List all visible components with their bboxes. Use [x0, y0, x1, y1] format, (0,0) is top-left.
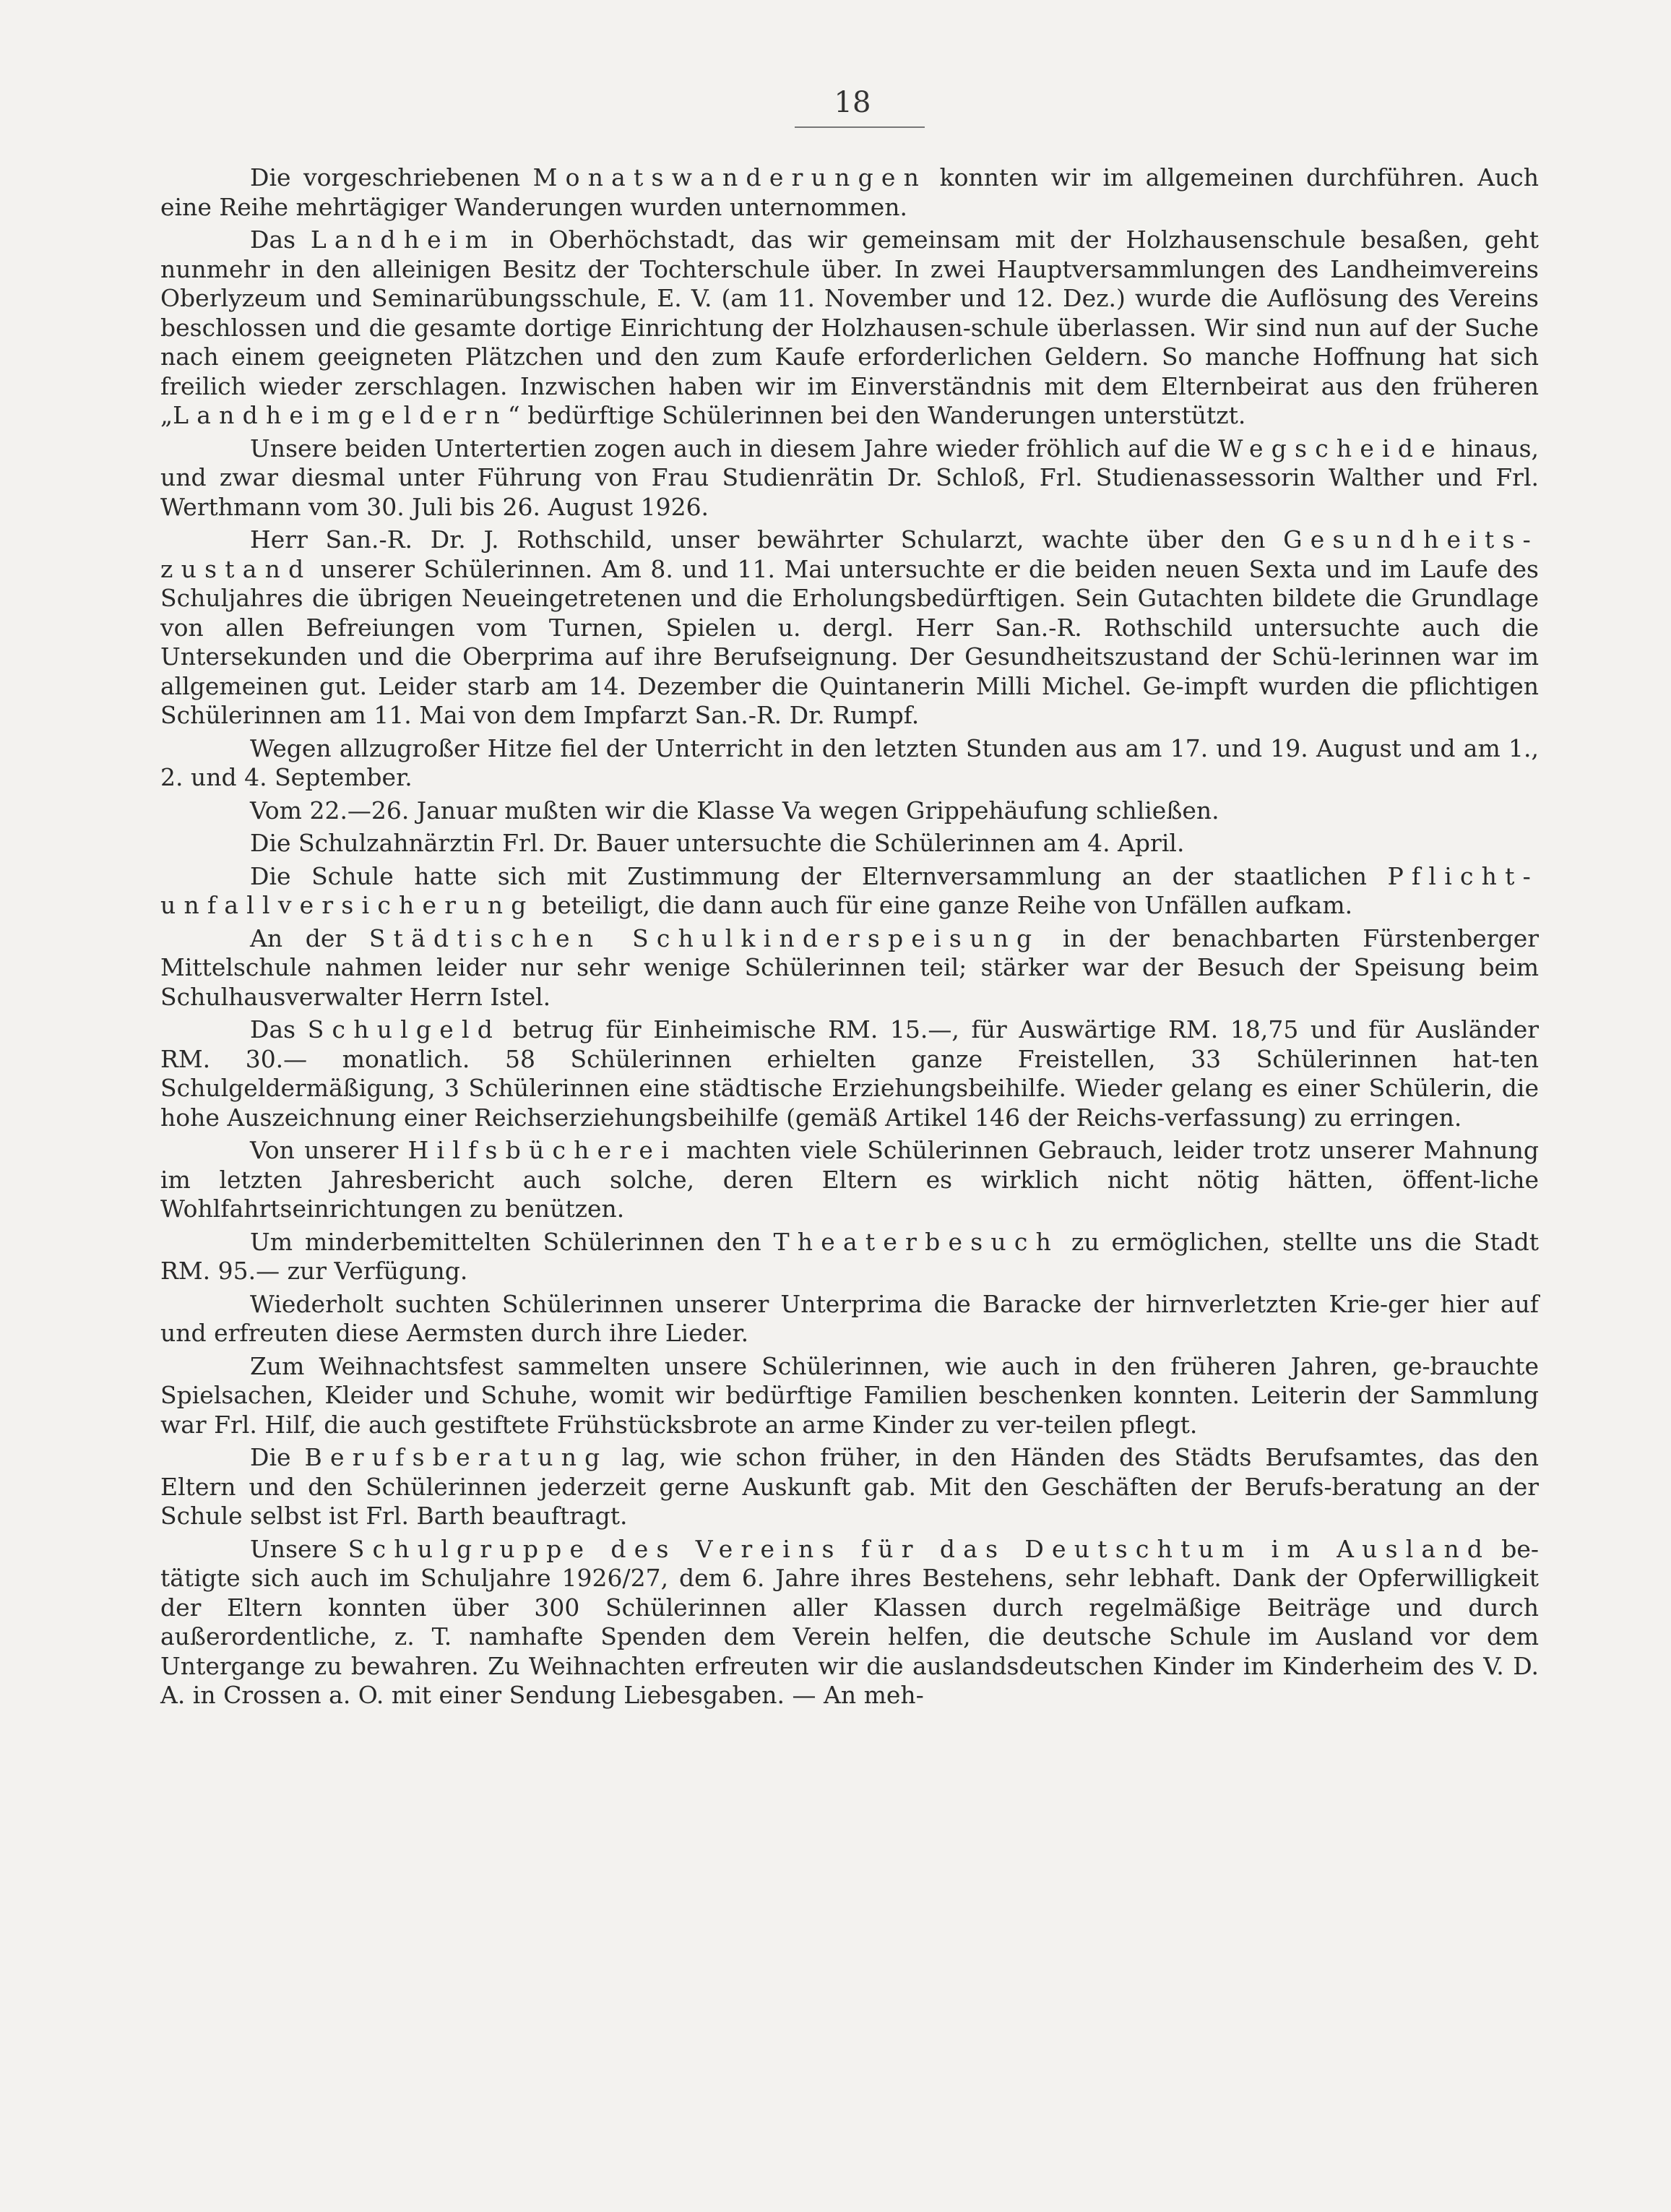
text-run: Um minderbemittelten Schülerinnen den [250, 1227, 774, 1256]
text-run: Die Schule hatte sich mit Zustimmung der Elternversammlung an der staatlichen [250, 861, 1388, 890]
paragraph [160, 1352, 1539, 1440]
page-number-rule [795, 126, 925, 128]
spaced-emphasis: Gesundheits-zustand [160, 525, 1539, 583]
page-number: 18 [834, 86, 871, 119]
text-run: konnten wir im allgemeinen durchführen. Auch eine Reihe mehrtägiger Wanderungen wurden unternommen. [160, 163, 1539, 221]
text-run: Unsere [250, 1534, 348, 1563]
text-run: unserer Schülerinnen. Am 8. und 11. Mai untersuchte er die beiden neuen Sexta und im Laufe des Schuljahres die übrigen Neueingetretenen und die Erholungsbedürftigen. Sein Gutachten bildete die Grundlage von allen Befreiungen vom Turnen, Spielen u. dergl. Herr San.-R. Rothschild untersuchte auch die Untersekunden und die Oberprima auf ihre Berufseignung. Der Gesundheitszustand der Schü-lerinnen war im allgemeinen gut. Leider starb am 14. Dezember die Quintanerin Milli Michel. Ge-impft wurden die pflichtigen Schülerinnen am 11. Mai von dem Impfarzt San.-R. Dr. Rumpf. [160, 554, 1539, 729]
text-run: Von unserer [250, 1136, 408, 1164]
text-run: lag, wie schon früher, in den Händen des Städts Berufsamtes, das den Eltern und den Schülerinnen jederzeit gerne Auskunft gab. Mit den Geschäften der Berufs-beratung an der Schule selbst ist Frl. Barth beauftragt. [160, 1443, 1539, 1530]
spaced-emphasis: Monatswanderungen [532, 163, 928, 191]
text-run: zu ermöglichen, stellte uns die Stadt RM. 95.— zur Verfügung. [160, 1227, 1539, 1285]
text-run: An der [250, 924, 369, 952]
paragraph [160, 1535, 1539, 1710]
spaced-emphasis: Theaterbesuch [773, 1227, 1060, 1256]
spaced-emphasis: Pflicht-unfallversicherung [160, 861, 1539, 919]
spaced-emphasis: Städtischen Schulkinderspeisung [368, 924, 1040, 952]
body-text [160, 163, 1539, 1714]
text-run: hinaus, und zwar diesmal unter Führung von Frau Studienrätin Dr. Schloß, Frl. Studienassessorin Walther und Frl. Werthmann vom 30. Juli bis 26. August 1926. [160, 434, 1539, 521]
paragraph [160, 862, 1539, 921]
paragraph [160, 525, 1539, 731]
paragraph [160, 734, 1539, 793]
paragraph [160, 1443, 1539, 1531]
paragraph [160, 1228, 1539, 1286]
text-run: “ bedürftige Schülerinnen bei den Wanderungen unterstützt. [507, 401, 1246, 429]
text-run: Das [250, 225, 311, 254]
text-run: in der benachbarten Fürstenberger Mittelschule nahmen leider nur sehr wenige Schülerinnen teil; stärker war der Besuch der Speisung beim Schulhausverwalter Herrn Istel. [160, 924, 1539, 1011]
spaced-emphasis: Landheim [310, 225, 496, 254]
paragraph [160, 434, 1539, 522]
spaced-emphasis: Landheimgeldern [173, 401, 508, 429]
spaced-emphasis: Schulgruppe des Vereins für das Deutschtum im Ausland [347, 1534, 1491, 1563]
text-run: Wegen allzugroßer Hitze fiel der Unterricht in den letzten Stunden aus am 17. und 19. August und am 1., 2. und 4. September. [160, 733, 1539, 791]
paragraph [160, 924, 1539, 1012]
paragraph [160, 829, 1539, 858]
text-run: Herr San.-R. Dr. J. Rothschild, unser bewährter Schularzt, wachte über den [250, 525, 1284, 554]
text-run: machten viele Schülerinnen Gebrauch, leider trotz unserer Mahnung im letzten Jahresbericht auch solche, deren Eltern es wirklich nicht nötig hätten, öffent-liche Wohlfahrtseinrichtungen zu benützen. [160, 1136, 1539, 1223]
paragraph [160, 1290, 1539, 1348]
text-run: Zum Weihnachtsfest sammelten unsere Schülerinnen, wie auch in den früheren Jahren, ge-brauchte Spielsachen, Kleider und Schuhe, womit wir bedürftige Familien beschenken konnten. Leiterin der Sammlung war Frl. Hilf, die auch gestiftete Frühstücksbrote an arme Kinder zu ver-teilen pflegt. [160, 1351, 1539, 1439]
text-run: Die [250, 1443, 305, 1471]
text-run: beteiligt, die dann auch für eine ganze Reihe von Unfällen aufkam. [534, 891, 1353, 919]
paragraph [160, 225, 1539, 431]
text-run: Die Schulzahnärztin Frl. Dr. Bauer untersuchte die Schülerinnen am 4. April. [250, 829, 1185, 857]
spaced-emphasis: Hilfsbücherei [407, 1136, 677, 1164]
text-run: betrug für Einheimische RM. 15.—, für Auswärtige RM. 18,75 und für Ausländer RM. 30.— monatlich. 58 Schülerinnen erhielten ganze Freistellen, 33 Schülerinnen hat-ten Schulgeldermäßigung, 3 Schülerinnen eine städtische Erziehungsbeihilfe. Wieder gelang es einer Schülerin, die hohe Auszeichnung einer Reichserziehungsbeihilfe (gemäß Artikel 146 der Reichs-verfassung) zu erringen. [160, 1015, 1539, 1132]
paragraph [160, 1136, 1539, 1224]
text-run: be-tätigte sich auch im Schuljahre 1926/27, dem 6. Jahre ihres Bestehens, sehr lebhaft. Dank der Opferwilligkeit der Eltern konnten über 300 Schülerinnen aller Klassen durch regelmäßige Beiträge und durch außerordentliche, z. T. namhafte Spenden dem Verein helfen, die deutsche Schule im Ausland vor dem Untergange zu bewahren. Zu Weihnachten erfreuten wir die auslandsdeutschen Kinder im Kinderheim des V. D. A. in Crossen a. O. mit einer Sendung Liebesgaben. — An meh- [160, 1534, 1539, 1709]
text-run: in Oberhöchstadt, das wir gemeinsam mit der Holzhausenschule besaßen, geht nunmehr in den alleinigen Besitz der Tochterschule über. In zwei Hauptversammlungen des Landheimvereins Oberlyzeum und Seminarübungsschule, E. V. (am 11. November und 12. Dez.) wurde die Auflösung des Vereins beschlossen und die gesamte dortige Einrichtung der Holzhausen-schule überlassen. Wir sind nun auf der Suche nach einem geeigneten Plätzchen und den zum Kaufe erforderlichen Geldern. So manche Hoffnung hat sich freilich wieder zerschlagen. Inzwischen haben wir im Einverständnis mit dem Elternbeirat aus den früheren „ [160, 225, 1540, 429]
paragraph [160, 1015, 1539, 1132]
paragraph [160, 163, 1539, 222]
text-run: Vom 22.—26. Januar mußten wir die Klasse Va wegen Grippehäufung schließen. [250, 796, 1219, 825]
spaced-emphasis: Wegscheide [1218, 434, 1444, 462]
spaced-emphasis: Schulgeld [307, 1015, 501, 1043]
text-run: Wiederholt suchten Schülerinnen unserer Unterprima die Baracke der hirnverletzten Krie-ger hier auf und erfreuten diese Aermsten durch ihre Lieder. [160, 1289, 1539, 1347]
text-run: Das [250, 1015, 308, 1043]
spaced-emphasis: Berufsberatung [304, 1443, 608, 1471]
text-run: Unsere beiden Untertertien zogen auch in diesem Jahre wieder fröhlich auf die [250, 434, 1219, 462]
paragraph [160, 796, 1539, 826]
text-run: Die vorgeschriebenen [250, 163, 533, 191]
